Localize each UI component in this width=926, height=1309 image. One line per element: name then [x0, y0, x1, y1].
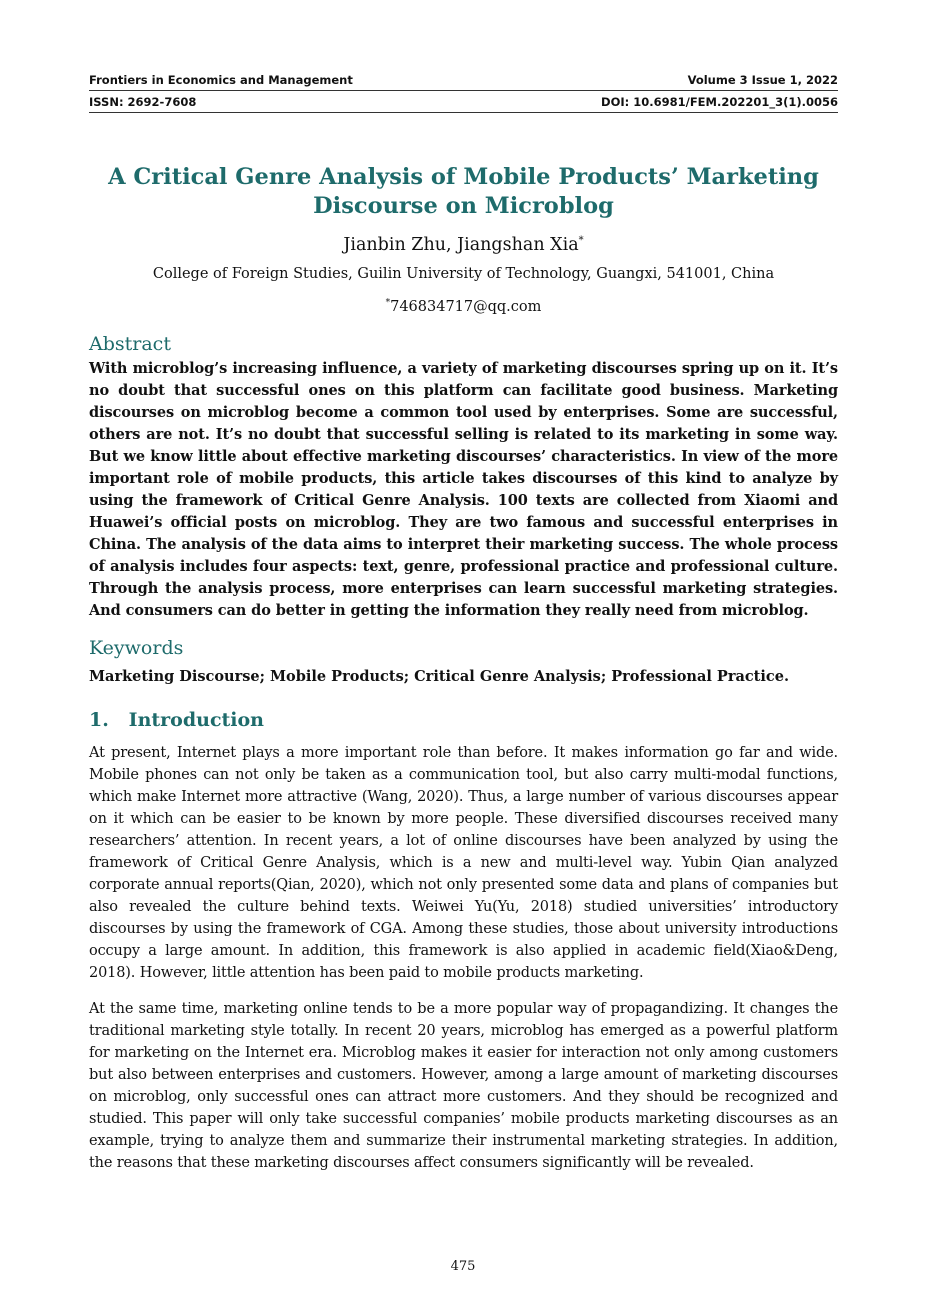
keywords-heading: Keywords [89, 636, 184, 659]
header-rule-bottom [89, 112, 838, 113]
journal-name: Frontiers in Economics and Management [89, 73, 353, 87]
running-header-bottom [89, 94, 838, 110]
email-address: 746834717@qq.com [390, 298, 542, 315]
intro-paragraph-2: At the same time, marketing online tends to be a more popular way of propagandizing. It changes the traditional marketing style totally. In recent 20 years, microblog has emerged as a powerful platform for marketing on the Internet era. Microblog makes it easier for interaction not only among customers but also between enterprises and customers. However, among a large amount of marketing discourses on microblog, only successful ones can attract more customers. And they should be recognized and studied. This paper will only take successful companies’ mobile products marketing discourses as an example, trying to analyze them and summarize their instrumental marketing strategies. In addition, the reasons that these marketing discourses affect consumers significantly will be revealed. [89, 1001, 838, 1172]
email-mark: * [385, 297, 391, 308]
intro-paragraph-1: At present, Internet plays a more important role than before. It makes information go far and wide. Mobile phones can not only be taken as a communication tool, but also carry multi-modal functions, which make Internet more attractive (Wang, 2020). Thus, a large number of various discourses appear on it which can be easier to be known by more people. These diversified discourses received many researchers’ attention. In recent years, a lot of online discourses have been analyzed by using the framework of Critical Genre Analysis, which is a new and multi-level way. Yubin Qian analyzed corporate annual reports(Qian, 2020), which not only presented some data and plans of companies but also revealed the culture behind texts. Weiwei Yu(Yu, 2018) studied universities’ introductory discourses by using the framework of CGA. Among these studies, those about university introductions occupy a large amount. In addition, this framework is also applied in academic field(Xiao&Deng, 2018). However, little attention has been paid to mobile products marketing. [89, 744, 838, 981]
volume-issue: Volume 3 Issue 1, 2022 [687, 73, 838, 87]
abstract-heading: Abstract [89, 332, 171, 355]
title-line-2: Discourse on Microblog [313, 193, 614, 219]
doi: DOI: 10.6981/FEM.202201_3(1).0056 [601, 95, 838, 109]
paper-title [89, 163, 838, 221]
title-line-1: A Critical Genre Analysis of Mobile Products’ Marketing [108, 164, 819, 190]
email-line [89, 292, 838, 318]
keywords-text: Marketing Discourse; Mobile Products; Critical Genre Analysis; Professional Practice. [89, 667, 789, 685]
affiliation: College of Foreign Studies, Guilin University of Technology, Guangxi, 541001, China [152, 265, 775, 282]
author-list [89, 228, 838, 258]
introduction-heading: 1. Introduction [89, 708, 264, 731]
issn: ISSN: 2692-7608 [89, 95, 197, 109]
header-rule [89, 90, 838, 91]
abstract-text: With microblog’s increasing influence, a variety of marketing discourses spring up on it. It’s no doubt that successful ones on this platform can facilitate good business. Marketing discourses on microblog become a common tool used by enterprises. Some are successful, others are not. It’s no doubt that successful selling is related to its marketing in some way. But we know little about effective marketing discourses’ characteristics. In view of the more important role of mobile products, this article takes discourses of this kind to analyze by using the framework of Critical Genre Analysis. 100 texts are collected from Xiaomi and Huawei’s official posts on microblog. They are two famous and successful enterprises in China. The analysis of the data aims to interpret their marketing success. The whole process of analysis includes four aspects: text, genre, professional practice and professional culture. Through the analysis process, more enterprises can learn successful marketing strategies. And consumers can do better in getting the information they really need from microblog. [89, 359, 838, 619]
page-number: 475 [450, 1259, 476, 1274]
corresponding-mark: * [578, 235, 584, 246]
running-header-top [89, 72, 838, 88]
author-names: Jianbin Zhu, Jiangshan Xia [343, 234, 579, 255]
